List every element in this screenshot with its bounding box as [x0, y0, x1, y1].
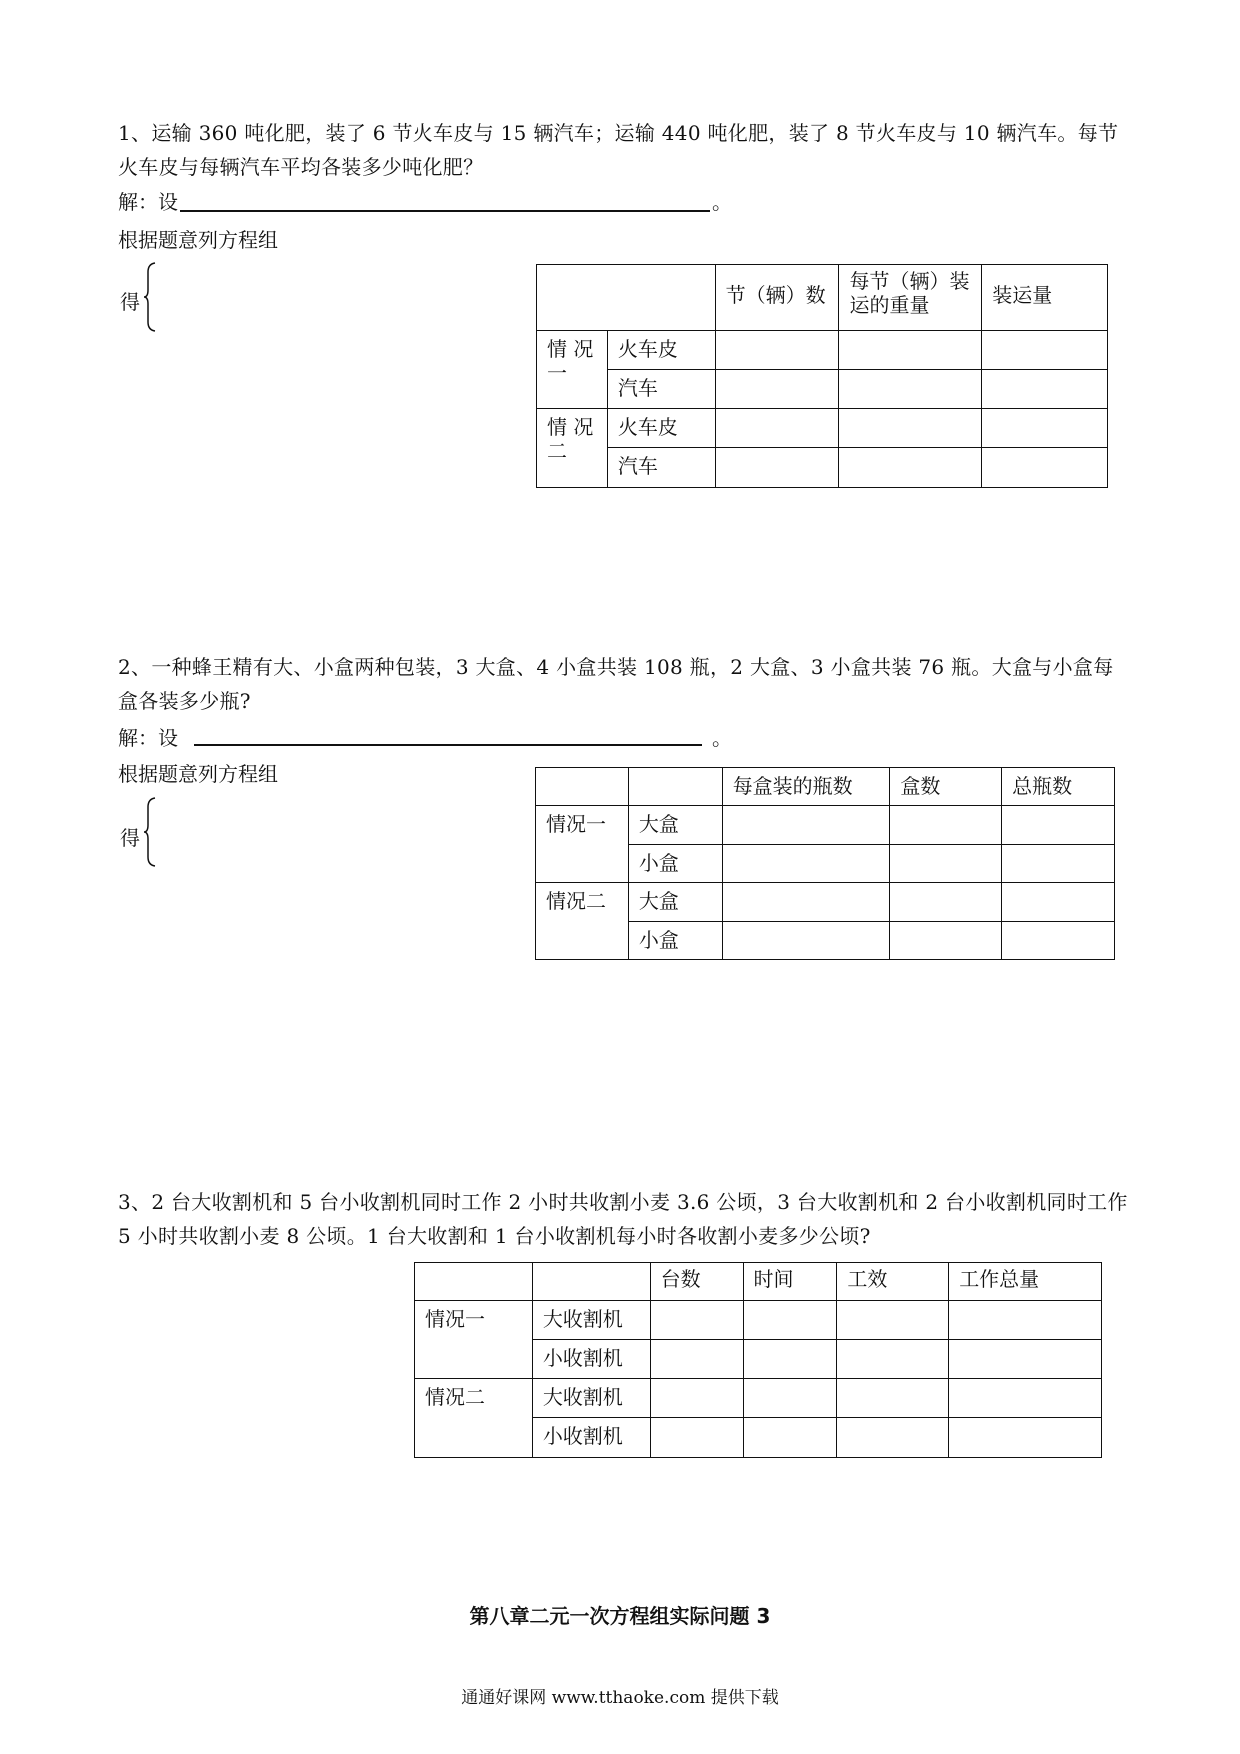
p3-cell[interactable]: [743, 1379, 837, 1418]
p2-header-total: 总瓶数: [1002, 768, 1115, 806]
p3-row-label: 大收割机: [532, 1379, 650, 1418]
p2-row-label: 小盒: [628, 922, 722, 960]
p2-header-box-count: 盒数: [890, 768, 1002, 806]
p2-row-label: 大盒: [628, 806, 722, 845]
p2-header-blank: [628, 768, 722, 806]
problem-3-table: [414, 1262, 1102, 1458]
p1-cell[interactable]: [839, 447, 982, 487]
p1-row-label: 汽车: [607, 447, 715, 487]
p1-row-label: 汽车: [607, 370, 715, 408]
p3-cell[interactable]: [949, 1301, 1102, 1340]
p3-cell[interactable]: [837, 1418, 949, 1458]
problem-1-de-label: 得: [120, 290, 140, 314]
p2-row-label: 大盒: [628, 883, 722, 922]
p1-cell[interactable]: [839, 408, 982, 447]
problem-2-period: 。: [712, 726, 732, 750]
p2-cell[interactable]: [722, 806, 890, 845]
chapter-title: 第八章二元一次方程组实际问题 3: [469, 1604, 771, 1628]
p2-cell[interactable]: [890, 883, 1002, 922]
p3-header-blank: [532, 1263, 650, 1301]
p3-cell[interactable]: [650, 1301, 743, 1340]
problem-2-equation-label: 根据题意列方程组: [118, 762, 278, 786]
p1-cell[interactable]: [982, 331, 1108, 370]
p2-group-1-label: 情况一: [536, 806, 629, 883]
problem-1-period: 。: [712, 190, 732, 214]
problem-1-equation-label: 根据题意列方程组: [118, 228, 278, 252]
p3-cell[interactable]: [837, 1301, 949, 1340]
problem-2-answer-line[interactable]: [194, 744, 702, 746]
p2-header-per-box: 每盒装的瓶数: [722, 768, 890, 806]
p3-cell[interactable]: [837, 1340, 949, 1379]
p1-row-label: 火车皮: [607, 408, 715, 447]
p3-cell[interactable]: [949, 1379, 1102, 1418]
p1-cell[interactable]: [982, 447, 1108, 487]
problem-2-text: 2、一种蜂王精有大、小盒两种包装，3 大盒、4 小盒共装 108 瓶，2 大盒、3 小盒共装 76 瓶。大盒与小盒每盒各装多少瓶?: [118, 655, 1114, 713]
problem-1-text: 1、运输 360 吨化肥，装了 6 节火车皮与 15 辆汽车；运输 440 吨化肥，装了 8 节火车皮与 10 辆汽车。每节火车皮与每辆汽车平均各装多少吨化肥？: [118, 121, 1119, 179]
p3-header-units: 台数: [650, 1263, 743, 1301]
p1-cell[interactable]: [715, 370, 839, 408]
p1-cell[interactable]: [715, 331, 839, 370]
p2-cell[interactable]: [722, 922, 890, 960]
brace-icon: [144, 797, 156, 867]
p1-header-total: 装运量: [982, 265, 1108, 331]
footer-text: 通通好课网 www.tthaoke.com 提供下载: [461, 1688, 779, 1708]
p2-cell[interactable]: [890, 922, 1002, 960]
p2-cell[interactable]: [1002, 806, 1115, 845]
p2-cell[interactable]: [1002, 883, 1115, 922]
p3-row-label: 大收割机: [532, 1301, 650, 1340]
p3-group-2-label: 情况二: [415, 1379, 533, 1458]
p3-cell[interactable]: [949, 1418, 1102, 1458]
p1-cell[interactable]: [715, 408, 839, 447]
p3-row-label: 小收割机: [532, 1418, 650, 1458]
p1-cell[interactable]: [715, 447, 839, 487]
p2-cell[interactable]: [1002, 845, 1115, 883]
p1-row-label: 火车皮: [607, 331, 715, 370]
problem-3-text: 3、2 台大收割机和 5 台小收割机同时工作 2 小时共收割小麦 3.6 公顷，3 台大收割机和 2 台小收割机同时工作 5 小时共收割小麦 8 公顷。1 台大收割和 1 台小收割机每小时各收割小麦多少公顷?: [118, 1190, 1128, 1248]
p2-cell[interactable]: [722, 845, 890, 883]
problem-2-table: [535, 767, 1115, 960]
p1-header-blank: [537, 265, 716, 331]
p2-group-2-label: 情况二: [536, 883, 629, 960]
p3-cell[interactable]: [949, 1340, 1102, 1379]
brace-icon: [144, 262, 156, 332]
p1-header-count: 节（辆）数: [715, 265, 839, 331]
p2-cell[interactable]: [890, 806, 1002, 845]
p3-header-efficiency: 工效: [837, 1263, 949, 1301]
problem-2-solve-label: 解：设: [118, 726, 178, 750]
p1-cell[interactable]: [982, 408, 1108, 447]
p3-header-time: 时间: [743, 1263, 837, 1301]
p2-row-label: 小盒: [628, 845, 722, 883]
p1-cell[interactable]: [839, 370, 982, 408]
p1-header-weight: 每节（辆）装运的重量: [839, 265, 982, 331]
p1-cell[interactable]: [982, 370, 1108, 408]
problem-1-answer-line[interactable]: [180, 210, 710, 212]
p1-cell[interactable]: [839, 331, 982, 370]
p2-cell[interactable]: [890, 845, 1002, 883]
p3-row-label: 小收割机: [532, 1340, 650, 1379]
p2-cell[interactable]: [1002, 922, 1115, 960]
problem-1-table: [536, 264, 1108, 488]
p3-cell[interactable]: [743, 1340, 837, 1379]
p3-group-1-label: 情况一: [415, 1301, 533, 1379]
p2-cell[interactable]: [722, 883, 890, 922]
problem-2-de-label: 得: [120, 826, 140, 850]
p3-header-blank: [415, 1263, 533, 1301]
p1-group-1-label: 情 况 一: [537, 331, 608, 408]
p3-cell[interactable]: [650, 1418, 743, 1458]
p2-header-blank: [536, 768, 629, 806]
p3-header-total-work: 工作总量: [949, 1263, 1102, 1301]
p3-cell[interactable]: [743, 1418, 837, 1458]
p1-group-2-label: 情 况 二: [537, 408, 608, 487]
problem-1-solve-label: 解：设: [118, 190, 178, 214]
p3-cell[interactable]: [743, 1301, 837, 1340]
p3-cell[interactable]: [650, 1379, 743, 1418]
p3-cell[interactable]: [650, 1340, 743, 1379]
p3-cell[interactable]: [837, 1379, 949, 1418]
